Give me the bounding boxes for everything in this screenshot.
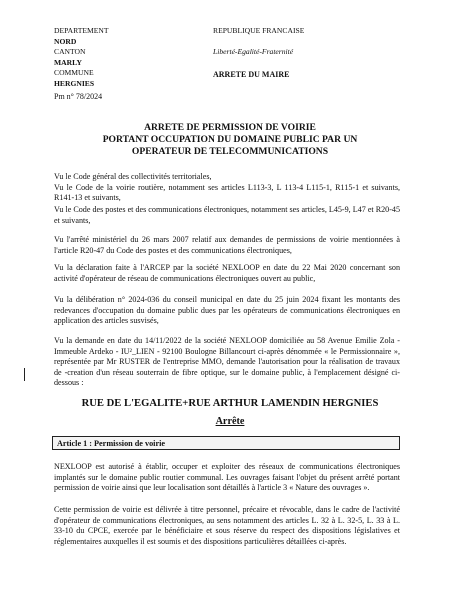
article-1-paragraph-1-text: NEXLOOP est autorisé à établir, occuper et exploiter des réseaux de communications électroniques implantés sur le domaine public routier communal. Les ouvrages faisant l'objet du présent arrêté portant permission de voirie ainsi que leur localisation sont détaillés à l'article 3 « Nature des ouvrages ». [54,462,400,492]
header-commune-label: COMMUNE [54,68,94,78]
title-line-3: OPERATEUR DE TELECOMMUNICATIONS [131,146,329,157]
header-departement-value: NORD [54,36,77,46]
paragraph-voirie-code: Vu le Code de la voirie routière, notamment ses articles L113-3, L 113-4 L115-1, R115-1 et suivants, R141-13 et suivants, [54,182,400,202]
header-reference: Pm n° 78/2024 [54,91,103,101]
margin-mark [24,368,25,381]
header-republic: REPUBLIQUE FRANCAISE [213,26,305,35]
article-1-paragraph-1 [54,462,400,494]
arrete-heading: Arrête [215,416,245,427]
header-commune-value: HERGNIES [54,78,95,88]
paragraph-demande-text: Vu la demande en date du 14/11/2022 de la société NEXLOOP domiciliée au 58 Avenue Emilie Zola - Immeuble Ardeko - IU²_LIEN - 92100 Boulogne Billancourt ci-après dénommée « le Permissionnaire », représentée par Mr RUSTER de l'entreprise MMO, demande l'autorisation pour la réalisation de travaux de -creation d'un réseau souterrain de fibre optique, sur le domaine public, à l'emplacement désigné ci-dessous : [54,336,400,387]
title-line-2: PORTANT OCCUPATION DU DOMAINE PUBLIC PAR UN [102,134,358,145]
paragraph-demande [54,336,400,389]
header-canton-value: MARLY [54,57,82,67]
header-motto: Liberté-Egalité-Fraternité [213,47,294,57]
document-title [40,122,420,158]
header-arrete-du-maire: ARRETE DU MAIRE [213,69,290,79]
paragraph-arrete-ministeriel [54,235,400,256]
article-1-paragraph-2-text: Cette permission de voirie est délivrée à titre personnel, précaire et révocable, dans le cadre de l'activité d'opérateur de communications électroniques, au sens notamment des articles L. 32 à L. 32-5, L. 33 à L. 33-10 du CPCE, exercée par le bénéficiaire et sous réserve du respect des dispositions législatives et réglementaires auxquelles il est soumis et des dispositions particulières détaillées ci-après. [54,505,400,546]
paragraph-arcep-text: Vu la déclaration faite à l'ARCEP par la société NEXLOOP en date du 22 Mai 2020 concernant son activité d'opérateur de réseau de communications électroniques ouvert au public, [54,263,400,283]
paragraph-postes-code [54,205,400,226]
header-canton-label: CANTON [54,47,86,57]
paragraph-postes-code-text: Vu le Code des postes et des communications électroniques, notamment ses articles, L45-9, L47 et R20-45 et suivants, [54,205,400,225]
header-departement-label: DEPARTEMENT [54,26,109,35]
header-right-block [213,26,304,80]
article-1-paragraph-2 [54,505,400,547]
title-line-1: ARRETE DE PERMISSION DE VOIRIE [144,122,316,133]
article-1-title: Article 1 : Permission de voirie [57,438,165,448]
paragraph-deliberation-text: Vu la délibération n° 2024-036 du conseil municipal en date du 25 juin 2024 fixant les montants des redevances d'occupation du domaine public dues par les opérateurs de communications électroniques en application des articles susvisés, [54,295,400,325]
paragraph-codes [54,172,400,204]
paragraph-cgct: Vu le Code général des collectivités territoriales, [54,172,212,181]
location-heading: RUE DE L'EGALITE+RUE ARTHUR LAMENDIN HERGNIES [81,398,379,409]
paragraph-arcep [54,263,400,284]
paragraph-arrete-ministeriel-text: Vu l'arrêté ministériel du 26 mars 2007 relatif aux demandes de permissions de voirie mentionnées à l'article R20-47 du Code des postes et des communications électroniques, [54,235,400,255]
article-1-header-box [52,436,400,450]
header-left-block [54,26,109,102]
paragraph-deliberation [54,295,400,327]
